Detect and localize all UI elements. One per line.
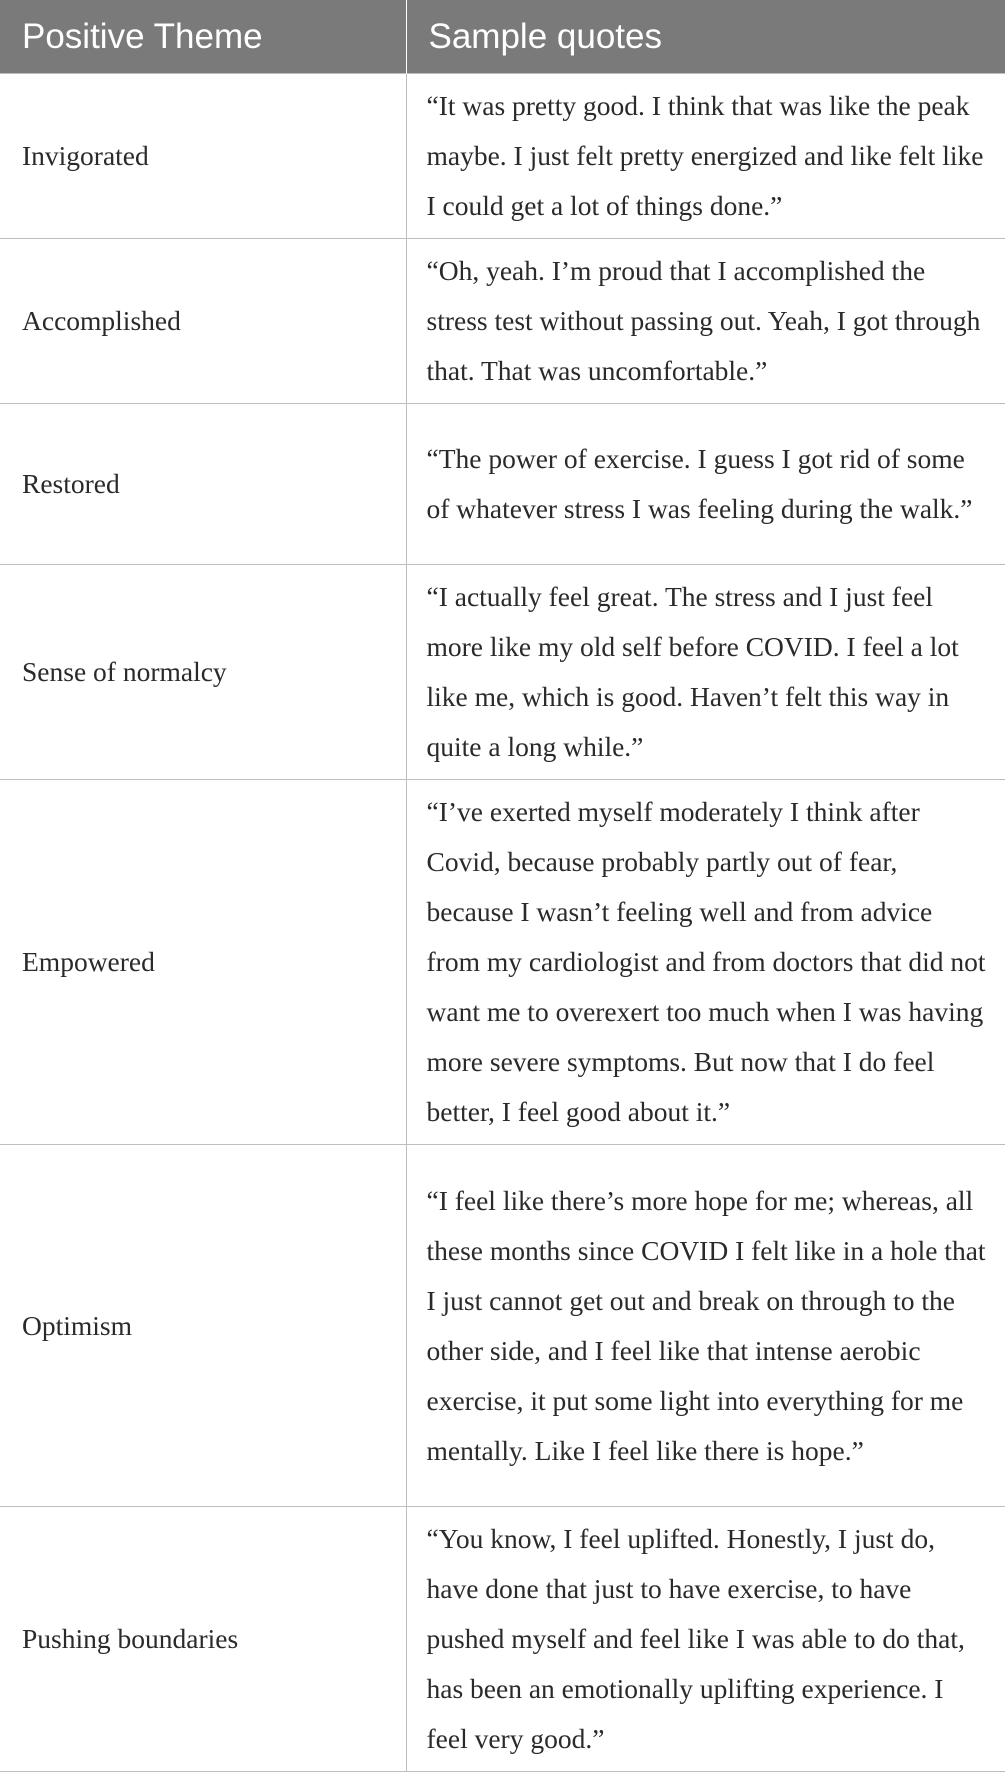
quote-cell: “Oh, yeah. I’m proud that I accomplished the stress test without passing out. Yeah, I got through that. That was uncomfortable.” — [406, 239, 1005, 404]
table-header — [0, 0, 1005, 74]
header-sample-quotes: Sample quotes — [406, 0, 1005, 74]
theme-cell: Accomplished — [0, 239, 406, 404]
table-row — [0, 404, 1005, 565]
table-row — [0, 1507, 1005, 1772]
quote-cell: “It was pretty good. I think that was like the peak maybe. I just felt pretty energized and like felt like I could get a lot of things done.” — [406, 74, 1005, 239]
table-row — [0, 1145, 1005, 1507]
header-row — [0, 0, 1005, 74]
quote-cell: “I actually feel great. The stress and I just feel more like my old self before COVID. I feel a lot like me, which is good. Haven’t felt this way in quite a long while.” — [406, 565, 1005, 780]
quote-cell: “The power of exercise. I guess I got rid of some of whatever stress I was feeling during the walk.” — [406, 404, 1005, 565]
theme-cell: Empowered — [0, 780, 406, 1145]
quote-cell: “You know, I feel uplifted. Honestly, I just do, have done that just to have exercise, to have pushed myself and feel like I was able to do that, has been an emotionally uplifting experience. I feel very good.” — [406, 1507, 1005, 1772]
theme-cell: Restored — [0, 404, 406, 565]
theme-cell: Sense of normalcy — [0, 565, 406, 780]
quote-cell: “I’ve exerted myself moderately I think after Covid, because probably partly out of fear, because I wasn’t feeling well and from advice from my cardiologist and from doctors that did not want me to overexert too much when I was having more severe symptoms. But now that I do feel better, I feel good about it.” — [406, 780, 1005, 1145]
table-body — [0, 74, 1005, 1772]
table-row — [0, 239, 1005, 404]
theme-cell: Pushing boundaries — [0, 1507, 406, 1772]
theme-cell: Optimism — [0, 1145, 406, 1507]
quote-cell: “I feel like there’s more hope for me; whereas, all these months since COVID I felt like in a hole that I just cannot get out and break on through to the other side, and I feel like that intense aerobic exercise, it put some light into everything for me mentally. Like I feel like there is hope.” — [406, 1145, 1005, 1507]
table-row — [0, 565, 1005, 780]
header-positive-theme: Positive Theme — [0, 0, 406, 74]
theme-cell: Invigorated — [0, 74, 406, 239]
table-row — [0, 780, 1005, 1145]
table-row — [0, 74, 1005, 239]
